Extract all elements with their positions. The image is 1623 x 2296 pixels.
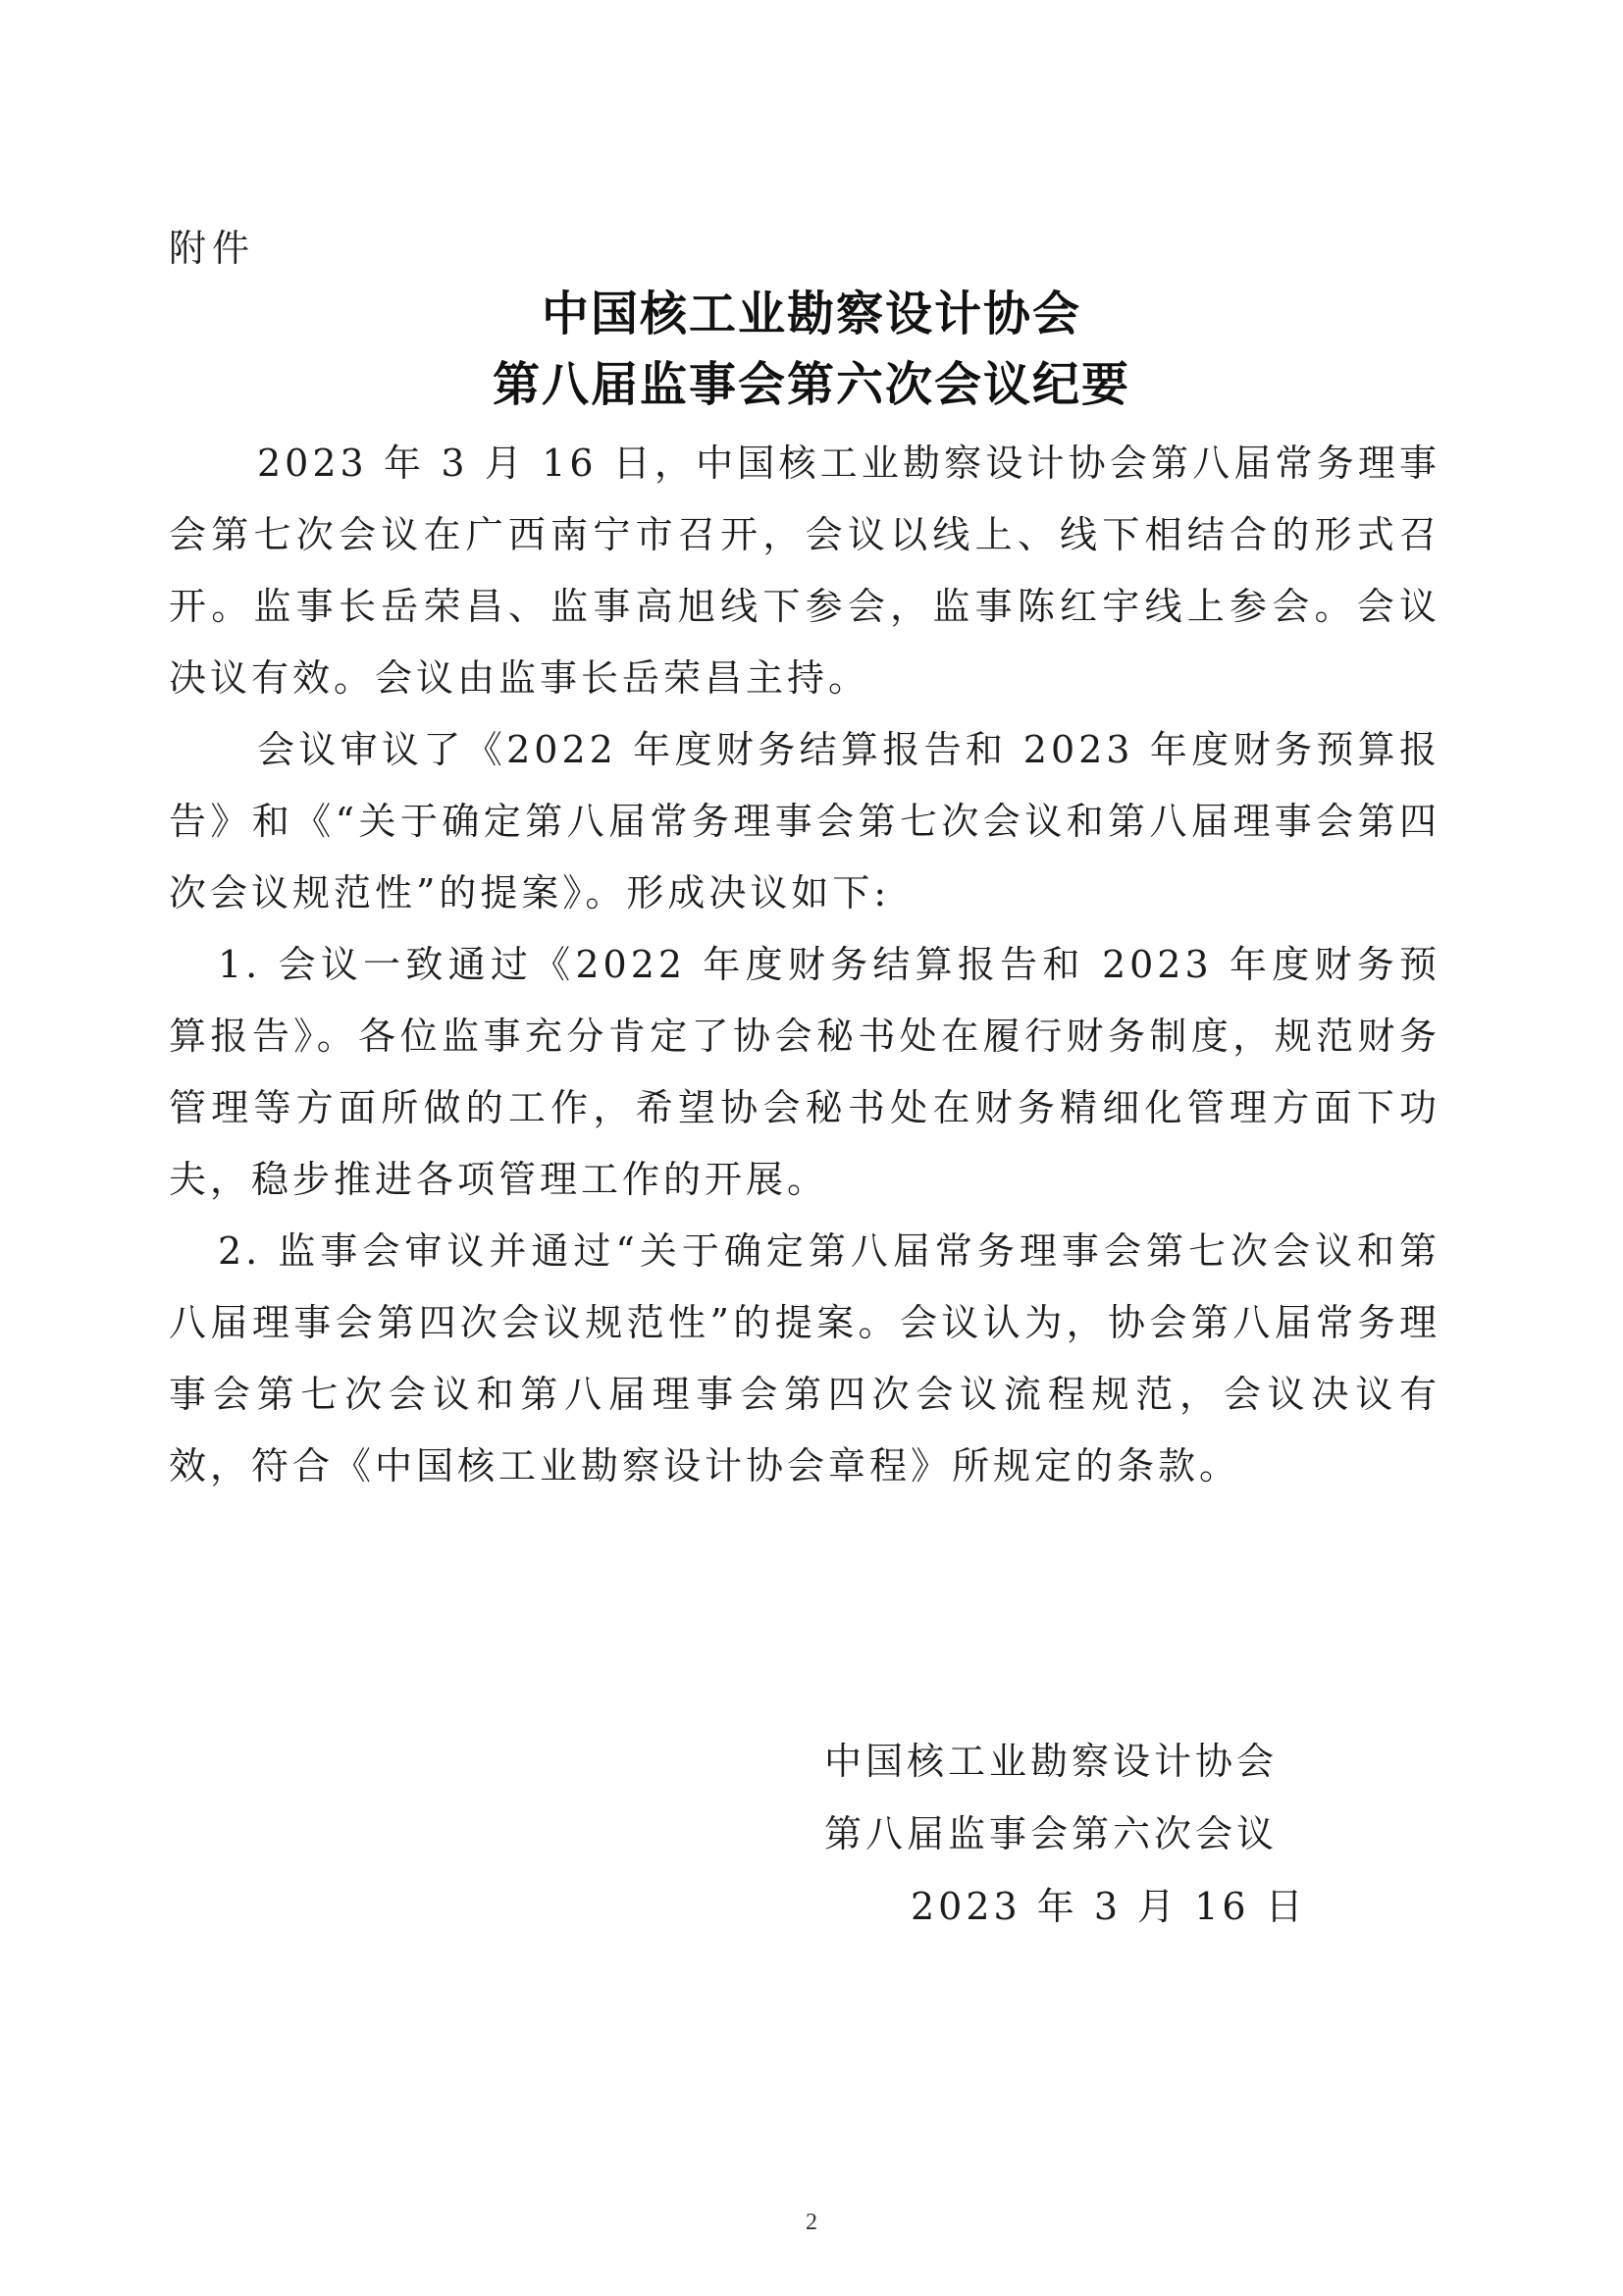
title-line-organization: 中国核工业勘察设计协会 bbox=[541, 287, 1081, 341]
signature-block bbox=[824, 1725, 1335, 1943]
document-body bbox=[169, 428, 1440, 1502]
resolution-item-1: 1. 会议一致通过《2022 年度财务结算报告和 2023 年度财务预算报告》。各位监事充分肯定了协会秘书处在履行财务制度，规范财务管理等方面所做的工作，希望协会秘书处在财务精细化管理方面下功夫，稳步推进各项管理工作的开展。 bbox=[169, 943, 1440, 1201]
attachment-label: 附件 bbox=[169, 227, 256, 270]
paragraph-review-summary: 会议审议了《2022 年度财务结算报告和 2023 年度财务预算报告》和《“关于确定第八届常务理事会第七次会议和第八届理事会第四次会议规范性”的提案》。形成决议如下: bbox=[169, 728, 1440, 914]
document-title bbox=[0, 279, 1623, 420]
signature-meeting: 第八届监事会第六次会议 bbox=[824, 1812, 1279, 1855]
resolution-item-2: 2. 监事会审议并通过“关于确定第八届常务理事会第七次会议和第八届理事会第四次会议规范性”的提案。会议认为，协会第八届常务理事会第七次会议和第八届理事会第四次会议流程规范，会议决议有效，符合《中国核工业勘察设计协会章程》所规定的条款。 bbox=[169, 1229, 1440, 1487]
paragraph-meeting-info: 2023 年 3 月 16 日，中国核工业勘察设计协会第八届常务理事会第七次会议在广西南宁市召开，会议以线上、线下相结合的形式召开。监事长岳荣昌、监事高旭线下参会，监事陈红宇线上参会。会议决议有效。会议由监事长岳荣昌主持。 bbox=[169, 442, 1440, 700]
title-line-meeting: 第八届监事会第六次会议纪要 bbox=[492, 357, 1130, 412]
signature-date: 2023 年 3 月 16 日 bbox=[911, 1885, 1307, 1928]
page-number: 2 bbox=[806, 2210, 817, 2235]
signature-organization: 中国核工业勘察设计协会 bbox=[824, 1740, 1279, 1783]
